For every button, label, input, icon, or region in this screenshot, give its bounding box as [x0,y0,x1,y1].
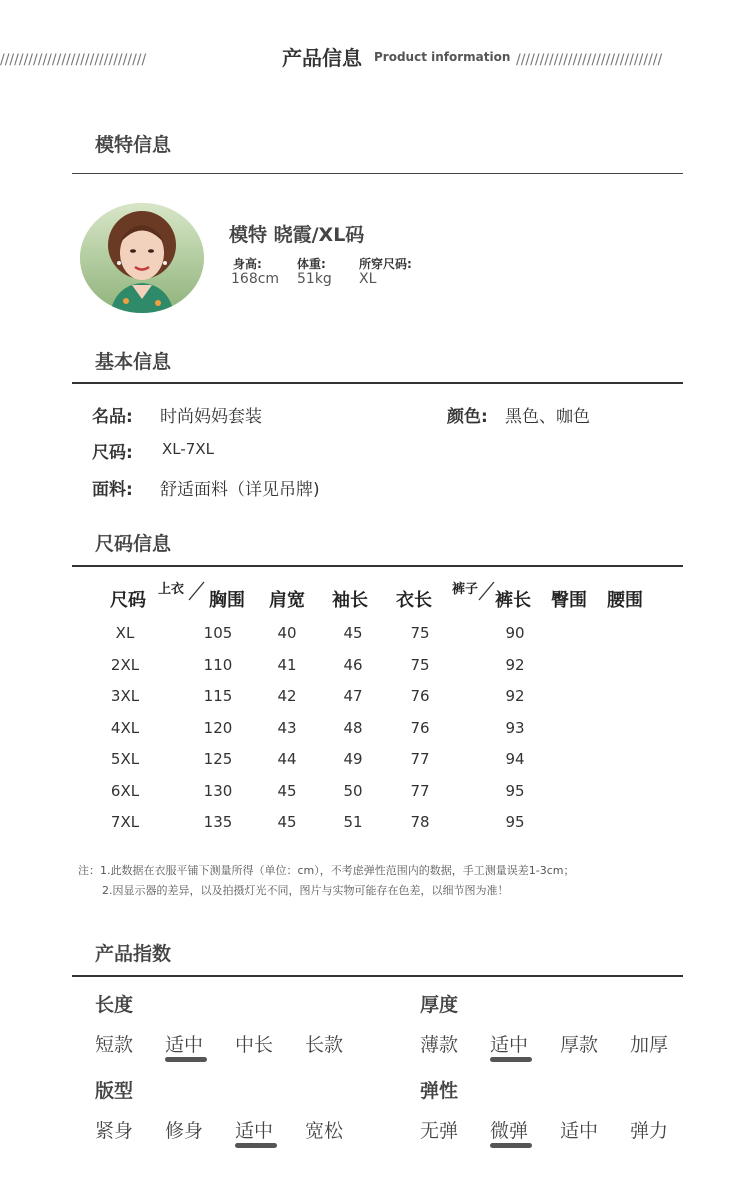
index-option: 修身 [165,1120,204,1142]
divider [72,382,683,384]
color-label: 颜色: [447,407,488,427]
th-shoulder: 肩宽 [269,590,305,611]
th-top: 上衣 [158,582,185,597]
weight-label: 体重: [297,257,326,271]
cell-shoulder: 44 [277,750,297,768]
note-line-2: 2.因显示器的差异，以及拍摄灯光不同，图片与实物可能存在色差，以细节图为准！ [102,884,509,897]
divider [72,975,683,977]
cell-sleeve: 48 [343,718,363,737]
model-photo [80,203,204,313]
cell-length: 77 [410,750,430,768]
cell-pants-length: 90 [505,624,525,642]
color-value: 黑色、咖色 [505,407,590,427]
th-length: 衣长 [396,590,432,611]
fabric-value: 舒适面料（详见吊牌) [160,480,320,500]
cell-size: 3XL [110,687,140,705]
cell-size: 5XL [110,750,140,768]
slash-divider [476,580,496,602]
index-option: 宽松 [305,1120,344,1142]
index-option: 适中 [560,1120,599,1142]
cell-pants-length: 94 [505,750,525,768]
cell-pants-length: 92 [505,655,525,674]
worn-size-label: 所穿尺码: [359,257,412,271]
cell-shoulder: 40 [277,624,297,642]
divider [72,565,683,567]
cell-sleeve: 51 [343,813,363,831]
index-option: 无弹 [420,1120,459,1142]
index-option: 加厚 [630,1034,669,1056]
cell-shoulder: 41 [277,655,297,674]
cell-length: 75 [410,624,430,642]
index-option: 适中 [235,1120,274,1142]
size-section-title: 尺码信息 [95,533,172,555]
cell-shoulder: 43 [277,718,297,737]
header-slashes-left: /////////////////////////////// [0,52,147,68]
cell-size: XL [115,624,135,642]
fabric-label: 面料: [92,480,133,500]
cell-size: 4XL [110,718,140,737]
index-option: 短款 [95,1034,134,1056]
index-option: 厚款 [560,1034,599,1056]
cell-pants-length: 92 [505,687,525,705]
cell-chest: 115 [203,687,233,705]
cell-length: 77 [410,781,430,800]
cell-shoulder: 42 [277,687,297,705]
cell-size: 2XL [110,655,140,674]
cell-size: 6XL [110,781,140,800]
model-name: 模特 晓霞/XL码 [229,224,365,246]
index-option: 微弹 [490,1120,529,1142]
note-line-1: 注：1.此数据在衣服平铺下测量所得（单位：cm），不考虑弹性范围内的数据，手工测量误差1-3cm； [78,864,575,877]
cell-size: 7XL [110,813,140,831]
cell-sleeve: 49 [343,750,363,768]
index-option: 紧身 [95,1120,134,1142]
worn-size-value: XL [359,271,377,287]
index-option: 弹力 [630,1120,669,1142]
size-range-label: 尺码: [92,443,133,463]
selected-underline [165,1057,207,1062]
slash-divider [186,580,206,602]
cell-shoulder: 45 [277,813,297,831]
cell-chest: 120 [203,718,233,737]
height-value: 168cm [231,271,280,287]
cell-chest: 105 [203,624,233,642]
index-option: 适中 [165,1034,204,1056]
cell-chest: 110 [203,655,233,674]
cell-sleeve: 50 [343,781,363,800]
cell-pants-length: 93 [505,718,525,737]
cell-sleeve: 47 [343,687,363,705]
cell-length: 78 [410,813,430,831]
index-section-title: 产品指数 [95,943,172,965]
th-waist: 腰围 [607,590,643,611]
index-group-label: 弹性 [420,1080,459,1102]
height-label: 身高: [233,257,262,271]
cell-length: 76 [410,687,430,705]
header-subtitle: Product information [374,50,511,64]
selected-underline [490,1057,532,1062]
index-group-label: 厚度 [420,994,459,1016]
th-hip: 臀围 [551,590,587,611]
cell-chest: 125 [203,750,233,768]
index-group-label: 版型 [95,1080,134,1102]
product-name-value: 时尚妈妈套装 [160,407,262,427]
size-range-value: XL-7XL [162,440,214,458]
th-pants: 裤子 [452,582,479,597]
th-size: 尺码 [110,590,146,611]
cell-pants-length: 95 [505,781,525,800]
weight-value: 51kg [297,271,332,287]
index-group-label: 长度 [95,994,134,1016]
selected-underline [490,1143,532,1148]
index-option: 中长 [235,1034,274,1056]
header-title: 产品信息 [282,46,362,70]
cell-sleeve: 46 [343,655,363,674]
cell-pants-length: 95 [505,813,525,831]
selected-underline [235,1143,277,1148]
th-chest: 胸围 [209,590,245,611]
cell-chest: 130 [203,781,233,800]
header-slashes-right: /////////////////////////////// [516,52,663,68]
cell-length: 76 [410,718,430,737]
index-option: 薄款 [420,1034,459,1056]
cell-sleeve: 45 [343,624,363,642]
cell-chest: 135 [203,813,233,831]
cell-shoulder: 45 [277,781,297,800]
th-sleeve: 袖长 [332,590,368,611]
model-section-title: 模特信息 [95,134,172,156]
index-option: 适中 [490,1034,529,1056]
index-option: 长款 [305,1034,344,1056]
th-pants-length: 裤长 [495,590,531,611]
cell-length: 75 [410,655,430,674]
product-name-label: 名品: [92,407,133,427]
basic-section-title: 基本信息 [95,351,172,373]
divider [72,173,683,174]
